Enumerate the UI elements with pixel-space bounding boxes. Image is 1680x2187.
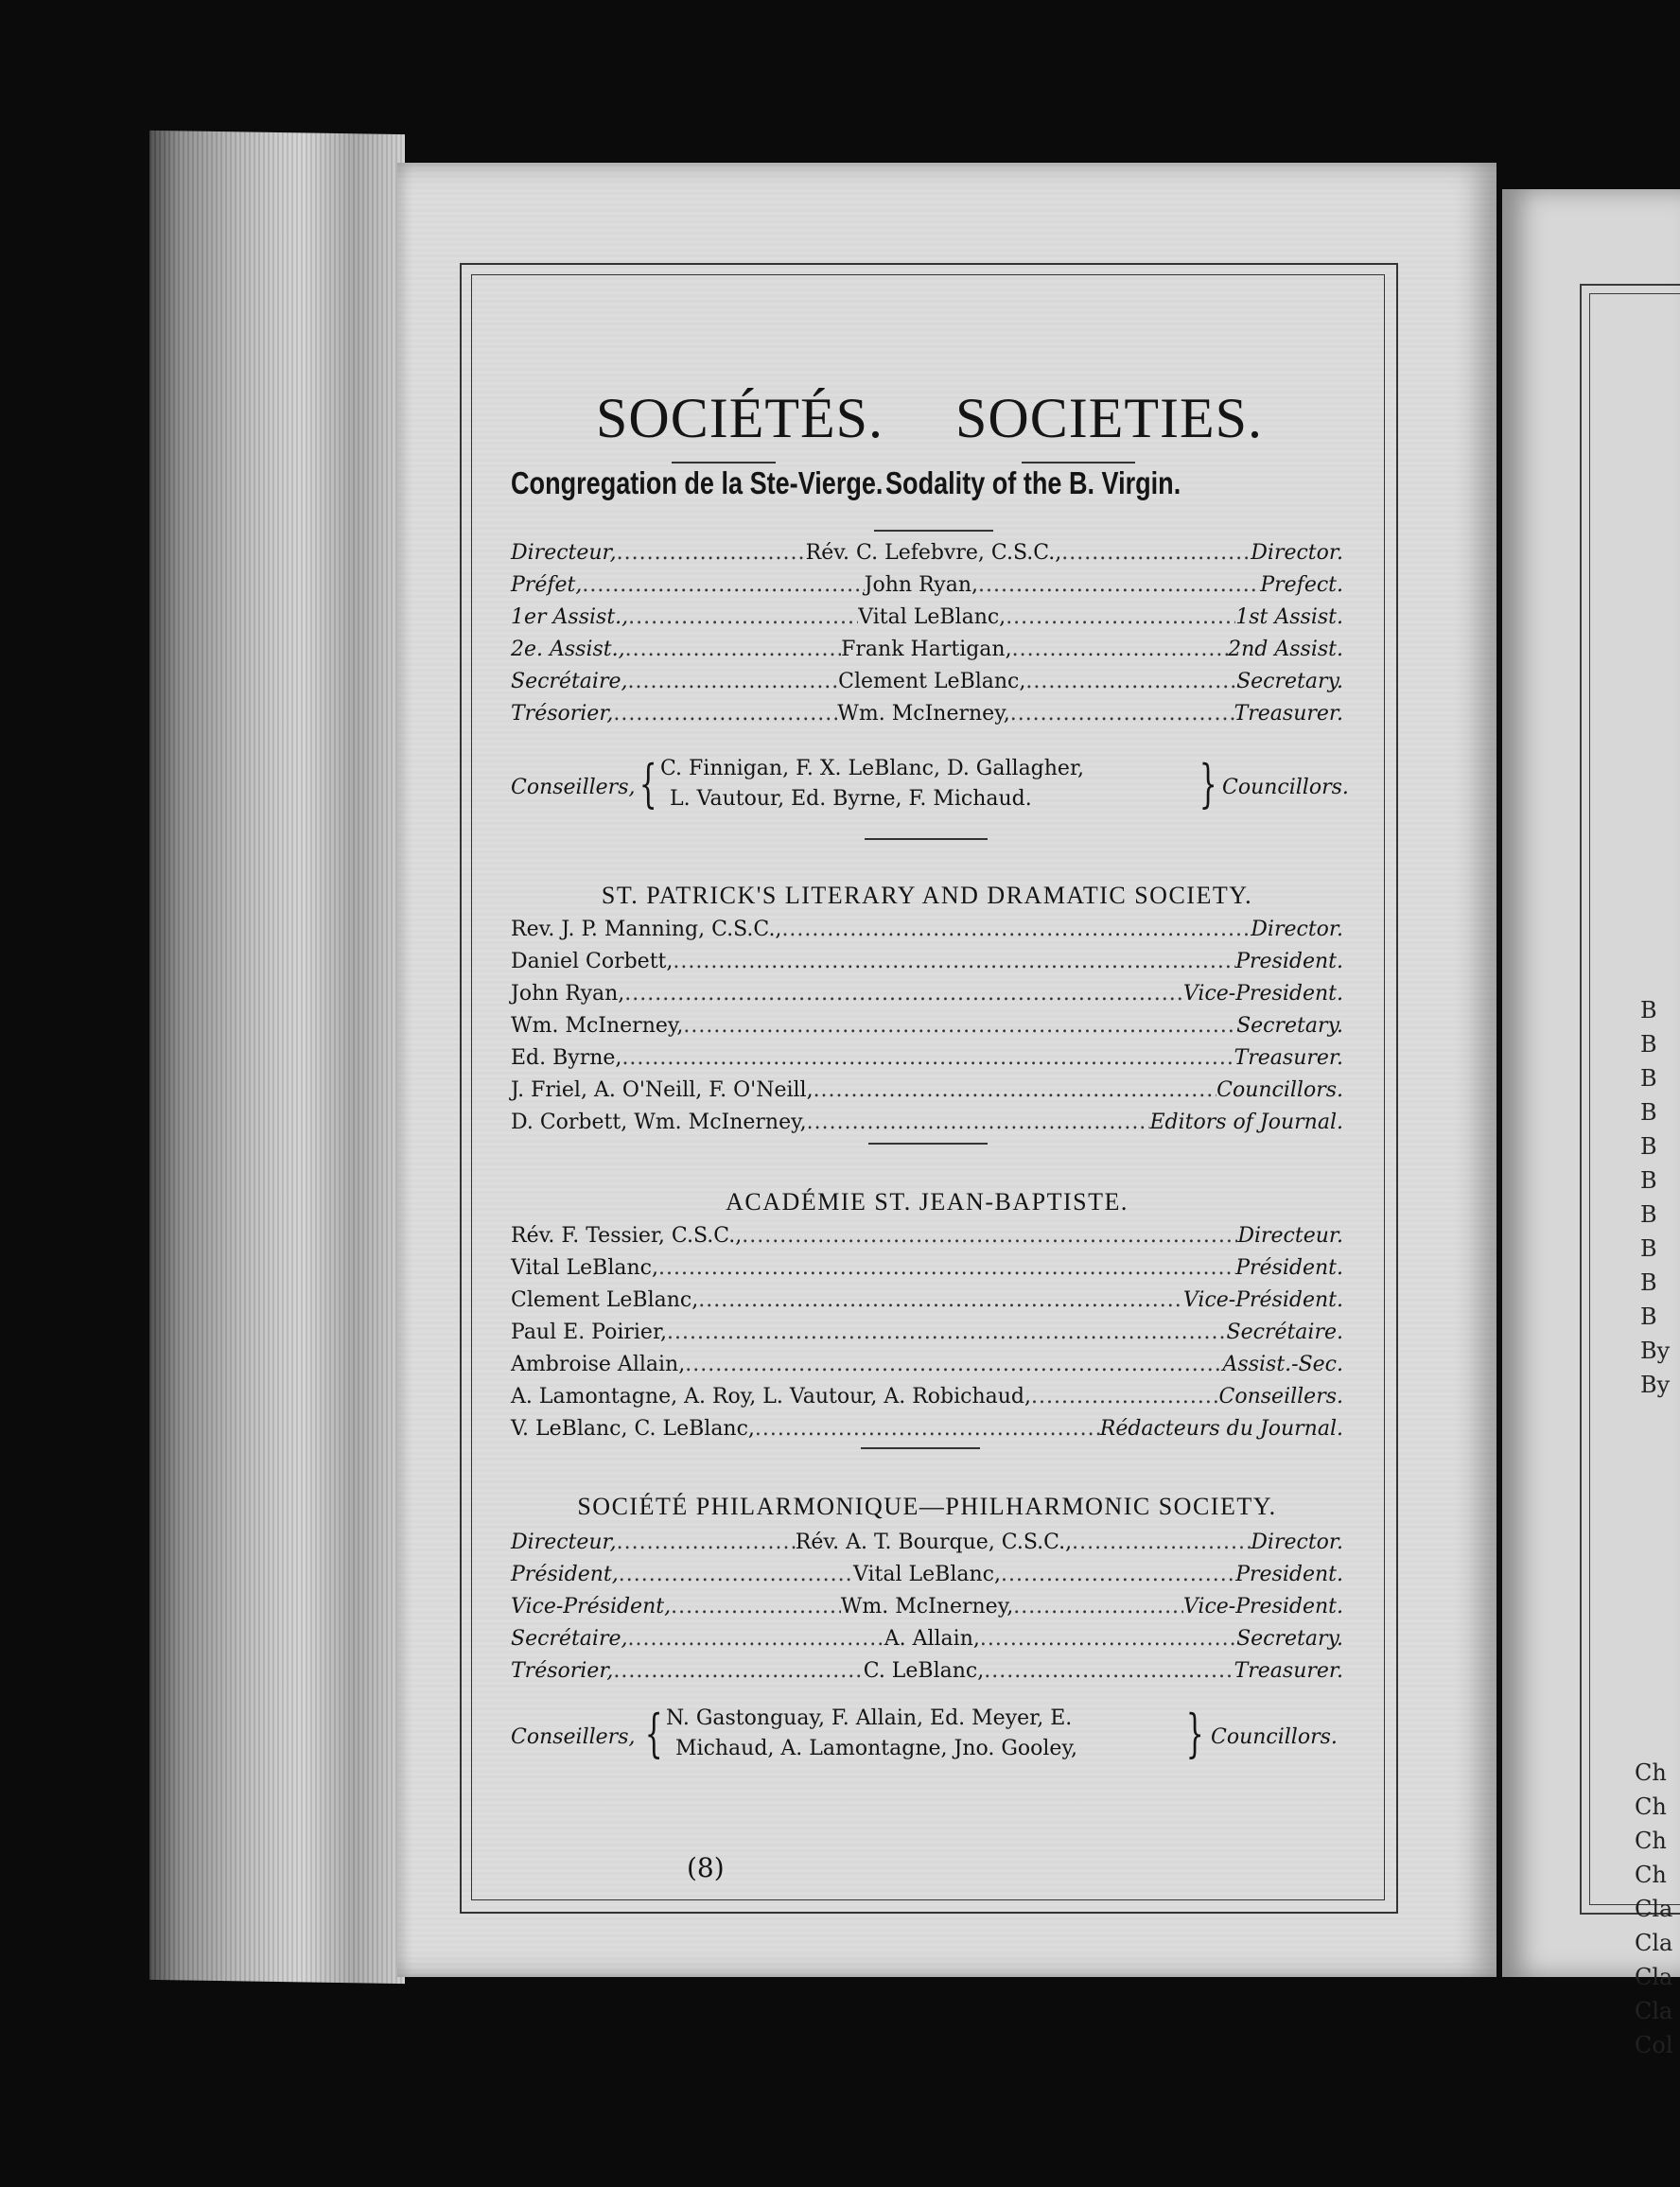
member-name: Wm. McInerney, (840, 1595, 1014, 1618)
leader-dots (617, 1531, 796, 1554)
academie-row (511, 1288, 1343, 1321)
office-label-french: Secrétaire, (511, 1627, 628, 1651)
academie-title: ACADÉMIE ST. JEAN-BAPTISTE. (726, 1188, 1129, 1216)
office-label-english: Vice-President. (1182, 1595, 1343, 1618)
st-patrick-row (511, 950, 1343, 983)
philharmonic-row (511, 1659, 1343, 1692)
office-label-english: Directeur. (1237, 1224, 1343, 1248)
academie-row (511, 1353, 1343, 1386)
subheading-english: Sodality of the B. Virgin. (885, 465, 1181, 500)
member-name: C. LeBlanc, (863, 1659, 985, 1683)
facing-page-fragment: B (1640, 997, 1657, 1024)
page-number: (8) (687, 1852, 725, 1883)
councillors-right-label: Councillors. (1222, 776, 1349, 799)
sodality-row (511, 541, 1343, 574)
st-patrick-row (511, 1111, 1343, 1144)
office-label-french: Président, (511, 1563, 619, 1586)
sodality-row (511, 702, 1343, 735)
member-name: J. Friel, A. O'Neill, F. O'Neill, (511, 1078, 814, 1102)
leader-dots (814, 1078, 1217, 1102)
facing-page-fragment: B (1640, 1099, 1657, 1126)
office-label-english: Treasurer. (1234, 702, 1343, 726)
leader-dots (625, 638, 842, 661)
member-name: Daniel Corbett, (511, 950, 674, 973)
member-name: Ed. Byrne, (511, 1046, 622, 1070)
office-label-english: Conseillers. (1218, 1385, 1343, 1408)
office-label-french: Directeur, (511, 1531, 617, 1554)
st-patrick-title: ST. PATRICK'S LITERARY AND DRAMATIC SOCIETY. (601, 882, 1253, 909)
academie-row (511, 1385, 1343, 1418)
facing-page-fragment: Cla (1635, 1896, 1673, 1922)
member-name: Rév. C. Lefebvre, C.S.C., (805, 541, 1062, 565)
subheading-french: Congregation de la Ste-Vierge. (511, 465, 884, 500)
office-label-english: Councillors. (1216, 1078, 1343, 1102)
academie-row (511, 1417, 1343, 1450)
leader-dots (1061, 541, 1251, 565)
member-name: John Ryan, (864, 573, 978, 597)
member-name: Clement LeBlanc, (838, 670, 1026, 693)
facing-page-fragment: Ch (1635, 1793, 1667, 1820)
academie-row (511, 1224, 1343, 1257)
leader-dots (619, 1563, 853, 1586)
office-label-english: President. (1235, 1563, 1343, 1586)
right-brace: } (1185, 1704, 1204, 1763)
philharmonic-title: SOCIÉTÉ PHILARMONIQUE—PHILHARMONIC SOCIETY. (577, 1493, 1277, 1520)
leader-dots (984, 1659, 1234, 1683)
leader-dots (613, 702, 837, 726)
facing-page-fragment: Cla (1635, 1998, 1673, 2024)
office-label-english: Secretary. (1236, 1014, 1343, 1038)
facing-page-fragment: Ch (1635, 1862, 1667, 1888)
sodality-row (511, 573, 1343, 606)
leader-dots (1001, 1563, 1235, 1586)
facing-page-fragment: B (1640, 1235, 1657, 1262)
leader-dots (755, 1417, 1100, 1441)
academie-row (511, 1256, 1343, 1289)
leader-dots (980, 1627, 1236, 1651)
office-label-french: 2e. Assist., (511, 638, 625, 661)
office-label-english: Secretary. (1236, 670, 1343, 693)
office-label-english: Director. (1251, 541, 1343, 565)
facing-page-fragment: Col (1635, 2032, 1673, 2058)
section-rule (861, 1447, 980, 1449)
sodality-row (511, 638, 1343, 671)
office-label-french: Secrétaire, (511, 670, 628, 693)
office-label-french: Trésorier, (511, 702, 614, 726)
philharmonic-row (511, 1627, 1343, 1660)
facing-page-fragment: Cla (1635, 1964, 1673, 1990)
office-label-english: Director. (1251, 918, 1343, 941)
facing-page-fragment: B (1640, 1031, 1657, 1058)
councillors-line-1: C. Finnigan, F. X. LeBlanc, D. Gallagher, (660, 757, 1085, 780)
councillors-line-2: L. Vautour, Ed. Byrne, F. Michaud. (670, 787, 1032, 811)
leader-dots (1025, 670, 1236, 693)
leader-dots (627, 1627, 884, 1651)
sodality-councillors (511, 754, 1349, 823)
leader-dots (698, 1288, 1183, 1312)
member-name: Rev. J. P. Manning, C.S.C., (511, 918, 782, 941)
office-label-english: Secretary. (1236, 1627, 1343, 1651)
office-label-english: Assist.-Sec. (1222, 1353, 1343, 1376)
facing-page-list-a (1640, 993, 1670, 1402)
leader-dots (628, 605, 858, 629)
facing-page-fragment: B (1640, 1065, 1657, 1092)
sodality-row (511, 670, 1343, 703)
office-label-french: 1er Assist., (511, 605, 629, 629)
facing-page-fragment: By (1640, 1338, 1671, 1364)
st-patrick-row (511, 982, 1343, 1015)
heading-french: SOCIÉTÉS. (596, 387, 884, 449)
office-label-english: Treasurer. (1234, 1659, 1343, 1683)
office-label-french: Vice-Président, (511, 1595, 672, 1618)
councillors-line-1: N. Gastonguay, F. Allain, Ed. Meyer, E. (666, 1706, 1073, 1730)
facing-page-fragment: B (1640, 1303, 1657, 1330)
facing-page-fragment: B (1640, 1167, 1657, 1194)
member-name: D. Corbett, Wm. McInerney, (511, 1111, 807, 1134)
section-rule (874, 530, 993, 532)
councillors-right-label: Councillors. (1211, 1725, 1338, 1749)
office-label-english: Director. (1251, 1531, 1343, 1554)
heading-english: SOCIETIES. (955, 387, 1263, 449)
member-name: A. Allain, (884, 1627, 980, 1651)
leader-dots (683, 1014, 1236, 1038)
councillors-label: Conseillers, (511, 1725, 636, 1749)
section-rule (865, 838, 988, 840)
office-label-english: 2nd Assist. (1228, 638, 1343, 661)
office-label-french: Préfet, (511, 573, 583, 597)
office-label-english: President. (1235, 950, 1343, 973)
leader-dots (1012, 638, 1229, 661)
leader-dots (685, 1353, 1222, 1376)
st-patrick-row (511, 1078, 1343, 1111)
leader-dots (671, 1595, 841, 1618)
office-label-english: Treasurer. (1234, 1046, 1343, 1070)
member-name: Rév. A. T. Bourque, C.S.C., (795, 1531, 1073, 1554)
facing-page-fragment: By (1640, 1372, 1671, 1398)
st-patrick-row (511, 918, 1343, 951)
leader-dots (1010, 702, 1234, 726)
leader-dots (781, 918, 1251, 941)
member-name: A. Lamontagne, A. Roy, L. Vautour, A. Robichaud, (511, 1385, 1032, 1408)
facing-page-list-b (1635, 1756, 1673, 2062)
heading-row (511, 386, 1343, 462)
left-brace: { (639, 754, 657, 814)
office-label-english: Editors of Journal. (1149, 1111, 1343, 1134)
academie-row (511, 1321, 1343, 1354)
heading-underline-en (1022, 462, 1135, 464)
section-rule (868, 1143, 988, 1145)
office-label-english: Rédacteurs du Journal. (1099, 1417, 1343, 1441)
councillors-label: Conseillers, (511, 776, 636, 799)
leader-dots (613, 1659, 863, 1683)
office-label-english: Secrétaire. (1226, 1321, 1343, 1344)
office-label-english: Vice-President. (1182, 982, 1343, 1006)
leader-dots (627, 670, 838, 693)
philharmonic-row (511, 1595, 1343, 1628)
facing-page-fragment: B (1640, 1269, 1657, 1296)
office-label-english: 1st Assist. (1235, 605, 1343, 629)
office-label-french: Directeur, (511, 541, 617, 565)
leader-dots (617, 541, 806, 565)
page (397, 163, 1496, 1977)
leader-dots (1031, 1385, 1219, 1408)
office-label-english: Vice-Président. (1182, 1288, 1343, 1312)
member-name: V. LeBlanc, C. LeBlanc, (511, 1417, 755, 1441)
page-edges (149, 131, 405, 1984)
leader-dots (624, 982, 1183, 1006)
office-label-french: Trésorier, (511, 1659, 614, 1683)
facing-page-fragment: Ch (1635, 1759, 1667, 1786)
sodality-row (511, 605, 1343, 639)
leader-dots (742, 1224, 1237, 1248)
member-name: John Ryan, (511, 982, 625, 1006)
member-name: Vital LeBlanc, (853, 1563, 1001, 1586)
philharmonic-row (511, 1563, 1343, 1596)
leader-dots (807, 1111, 1150, 1134)
member-name: Vital LeBlanc, (511, 1256, 658, 1280)
facing-page-fragment: Cla (1635, 1930, 1673, 1956)
leader-dots (1006, 605, 1235, 629)
leader-dots (658, 1256, 1235, 1280)
leader-dots (673, 950, 1235, 973)
member-name: Wm. McInerney, (837, 702, 1010, 726)
leader-dots (1013, 1595, 1183, 1618)
councillors-line-2: Michaud, A. Lamontagne, Jno. Gooley, (675, 1737, 1077, 1760)
facing-page-fragment: B (1640, 1133, 1657, 1160)
office-label-english: Président. (1235, 1256, 1343, 1280)
member-name: Paul E. Poirier, (511, 1321, 668, 1344)
st-patrick-row (511, 1014, 1343, 1047)
leader-dots (978, 573, 1260, 597)
heading-underline-fr (672, 462, 776, 464)
member-name: Wm. McInerney, (511, 1014, 684, 1038)
facing-page-fragment: Ch (1635, 1828, 1667, 1854)
member-name: Ambroise Allain, (511, 1353, 686, 1376)
facing-page-fragment: B (1640, 1201, 1657, 1228)
office-label-english: Prefect. (1260, 573, 1343, 597)
member-name: Rév. F. Tessier, C.S.C., (511, 1224, 743, 1248)
leader-dots (582, 573, 864, 597)
member-name: Vital LeBlanc, (858, 605, 1006, 629)
member-name: Clement LeBlanc, (511, 1288, 699, 1312)
left-brace: { (644, 1704, 663, 1763)
st-patrick-row (511, 1046, 1343, 1079)
facing-page (1502, 189, 1680, 2058)
leader-dots (667, 1321, 1226, 1344)
philharmonic-row (511, 1531, 1343, 1564)
member-name: Frank Hartigan, (841, 638, 1012, 661)
leader-dots (621, 1046, 1234, 1070)
right-brace: } (1199, 754, 1217, 814)
leader-dots (1072, 1531, 1251, 1554)
philharmonic-councillors (511, 1706, 1343, 1773)
